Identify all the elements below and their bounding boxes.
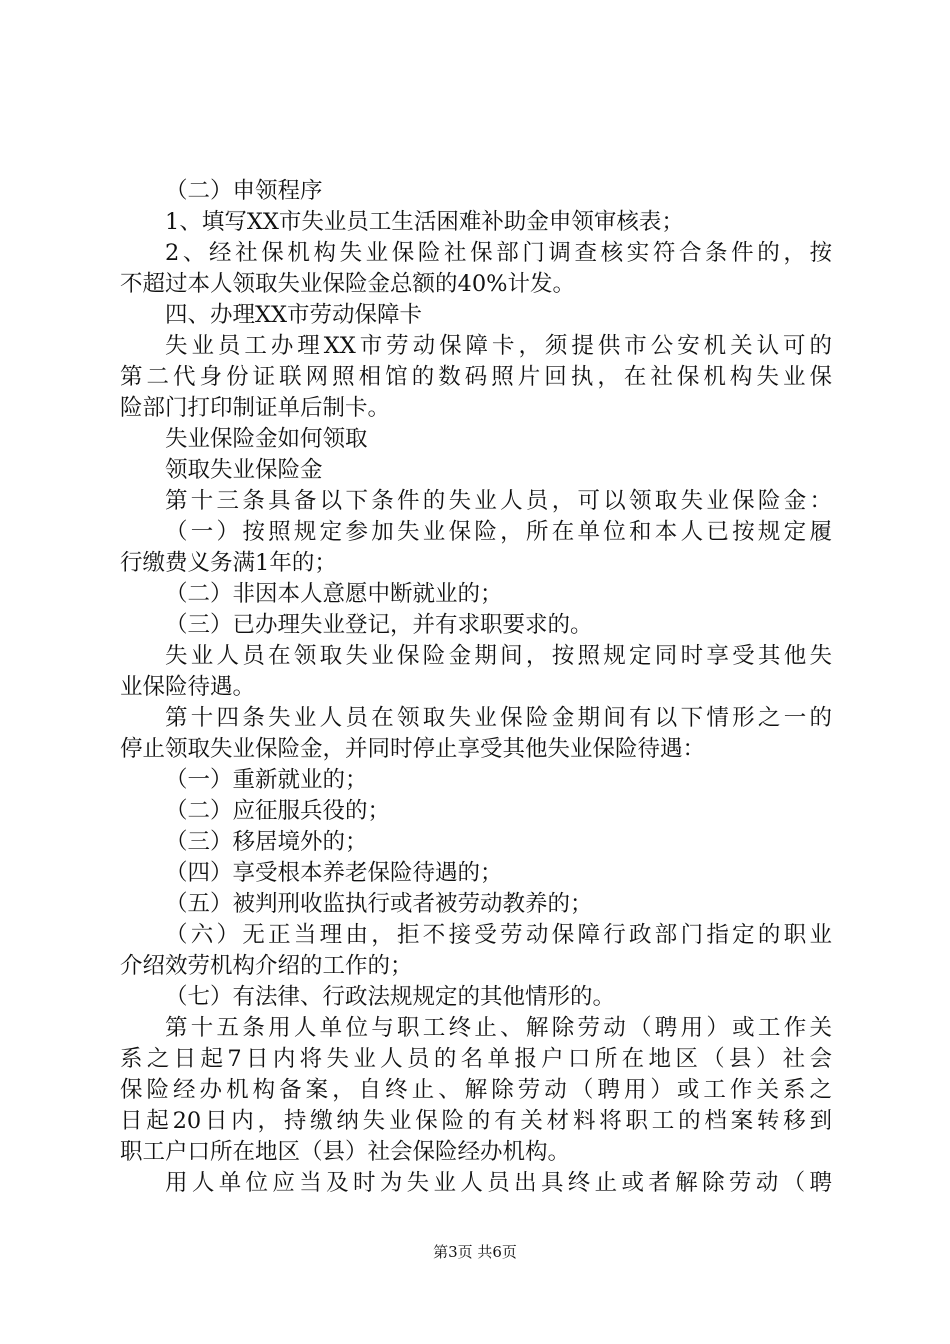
text-line: （四）享受根本养老保险待遇的；: [165, 860, 503, 886]
text-line: （五）被判刑收监执行或者被劳动教养的；: [165, 891, 593, 917]
page-footer: 第3页 共6页: [433, 1243, 517, 1261]
text-line: （二）申领程序: [165, 178, 323, 204]
document-body: [120, 176, 832, 1199]
text-line: （六）无正当理由，拒不接受劳动保障行政部门指定的职业: [165, 922, 832, 948]
text-line: 用人单位应当及时为失业人员出具终止或者解除劳动（聘: [165, 1170, 832, 1196]
text-line: 第十四条失业人员在领取失业保险金期间有以下情形之一的: [165, 705, 832, 731]
text-line: （一）按照规定参加失业保险，所在单位和本人已按规定履: [165, 519, 832, 545]
text-line: （二）应征服兵役的；: [165, 798, 391, 824]
text-line: 四、办理XX市劳动保障卡: [165, 302, 423, 328]
text-line: 失业员工办理XX市劳动保障卡，须提供市公安机关认可的: [165, 333, 832, 359]
text-line: （二）非因本人意愿中断就业的；: [165, 581, 503, 607]
text-line: 领取失业保险金: [165, 457, 323, 483]
text-line: 业保险待遇。: [120, 674, 256, 700]
text-line: 停止领取失业保险金，并同时停止享受其他失业保险待遇：: [120, 736, 706, 762]
text-line: 不超过本人领取失业保险金总额的40%计发。: [120, 271, 576, 297]
text-line: 险部门打印制证单后制卡。: [120, 395, 391, 421]
text-line: 失业保险金如何领取: [165, 426, 368, 452]
text-line: 第十五条用人单位与职工终止、解除劳动（聘用）或工作关: [165, 1015, 832, 1041]
text-line: 系之日起7日内将失业人员的名单报户口所在地区（县）社会: [120, 1046, 832, 1072]
text-line: 保险经办机构备案，自终止、解除劳动（聘用）或工作关系之: [120, 1077, 832, 1103]
text-line: （三）移居境外的；: [165, 829, 368, 855]
text-line: 日起20日内，持缴纳失业保险的有关材料将职工的档案转移到: [120, 1108, 832, 1134]
text-line: 行缴费义务满1年的；: [120, 550, 337, 576]
text-line: 第二代身份证联网照相馆的数码照片回执，在社保机构失业保: [120, 364, 832, 390]
text-line: 职工户口所在地区（县）社会保险经办机构。: [120, 1139, 571, 1165]
text-line: （一）重新就业的；: [165, 767, 368, 793]
text-line: （三）已办理失业登记，并有求职要求的。: [165, 612, 593, 638]
text-line: 1、填写XX市失业员工生活困难补助金申领审核表；: [165, 209, 684, 235]
text-line: （七）有法律、行政法规规定的其他情形的。: [165, 984, 616, 1010]
text-line: 介绍效劳机构介绍的工作的；: [120, 953, 413, 979]
text-line: 第十三条具备以下条件的失业人员，可以领取失业保险金：: [165, 488, 832, 514]
text-line: 失业人员在领取失业保险金期间，按照规定同时享受其他失: [165, 643, 832, 669]
text-line: 2、经社保机构失业保险社保部门调查核实符合条件的，按: [165, 240, 832, 266]
